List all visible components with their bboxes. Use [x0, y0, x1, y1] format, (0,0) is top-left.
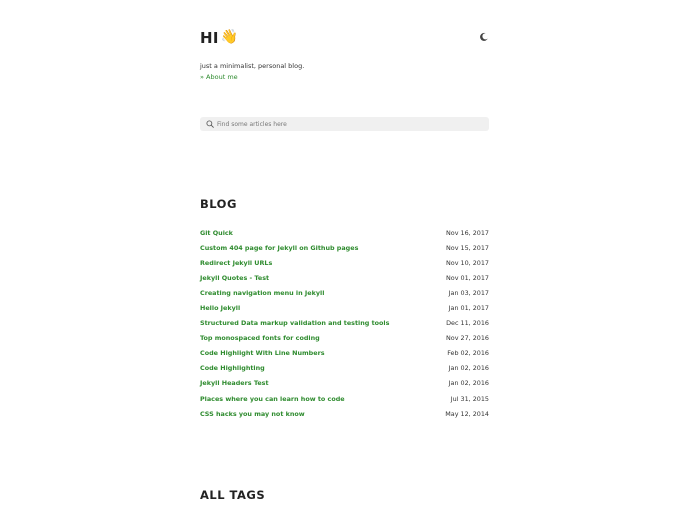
post-date: Jan 02, 2016: [448, 379, 489, 388]
site-title: [200, 29, 238, 47]
tagline: just a minimalist, personal blog.: [200, 62, 305, 70]
list-item: [200, 255, 489, 270]
header: [200, 0, 489, 112]
post-date: Nov 10, 2017: [446, 258, 489, 267]
about-me-link[interactable]: » About me: [200, 73, 238, 81]
blog-heading: BLOG: [200, 197, 237, 211]
post-link[interactable]: Custom 404 page for Jekyll on Github pages: [200, 243, 359, 252]
post-link[interactable]: Places where you can learn how to code: [200, 394, 345, 403]
list-item: [200, 270, 489, 285]
post-date: Dec 11, 2016: [446, 319, 489, 328]
post-link[interactable]: Git Quick: [200, 228, 233, 237]
all-tags-heading: ALL TAGS: [200, 488, 266, 502]
search-input[interactable]: [217, 121, 477, 128]
site-title-text: HI: [200, 29, 219, 47]
post-list: [200, 225, 489, 421]
search-box[interactable]: [200, 117, 489, 131]
waving-hand-icon: 👋: [220, 29, 239, 45]
post-link[interactable]: Structured Data markup validation and testing tools: [200, 319, 390, 328]
list-item: [200, 406, 489, 421]
post-date: Nov 27, 2016: [446, 334, 489, 343]
moon-icon[interactable]: [479, 27, 489, 37]
list-item: [200, 376, 489, 391]
list-item: [200, 240, 489, 255]
post-date: Feb 02, 2016: [447, 349, 489, 358]
post-date: Jul 31, 2015: [450, 394, 489, 403]
post-date: Jan 02, 2016: [448, 364, 489, 373]
post-link[interactable]: Top monospaced fonts for coding: [200, 334, 320, 343]
post-link[interactable]: Code Highlight With Line Numbers: [200, 349, 325, 358]
list-item: [200, 391, 489, 406]
post-link[interactable]: Hello Jekyll: [200, 304, 241, 313]
search-icon: [206, 120, 214, 128]
post-date: May 12, 2014: [445, 409, 489, 418]
list-item: [200, 285, 489, 300]
post-date: Jan 03, 2017: [448, 288, 489, 297]
main-container: [200, 0, 489, 502]
post-date: Nov 01, 2017: [446, 273, 489, 282]
list-item: [200, 331, 489, 346]
post-date: Nov 15, 2017: [446, 243, 489, 252]
moon-icon-graphic: [479, 32, 489, 42]
post-link[interactable]: Jekyll Headers Test: [200, 379, 269, 388]
list-item: [200, 346, 489, 361]
post-link[interactable]: Redirect Jekyll URLs: [200, 258, 273, 267]
post-date: Nov 16, 2017: [446, 228, 489, 237]
post-link[interactable]: Jekyll Quotes - Test: [200, 273, 270, 282]
list-item: [200, 361, 489, 376]
post-link[interactable]: CSS hacks you may not know: [200, 409, 305, 418]
post-date: Jan 01, 2017: [448, 304, 489, 313]
post-link[interactable]: Code Highlighting: [200, 364, 265, 373]
post-link[interactable]: Creating navigation menu in Jekyll: [200, 288, 325, 297]
list-item: [200, 316, 489, 331]
list-item: [200, 225, 489, 240]
list-item: [200, 300, 489, 315]
